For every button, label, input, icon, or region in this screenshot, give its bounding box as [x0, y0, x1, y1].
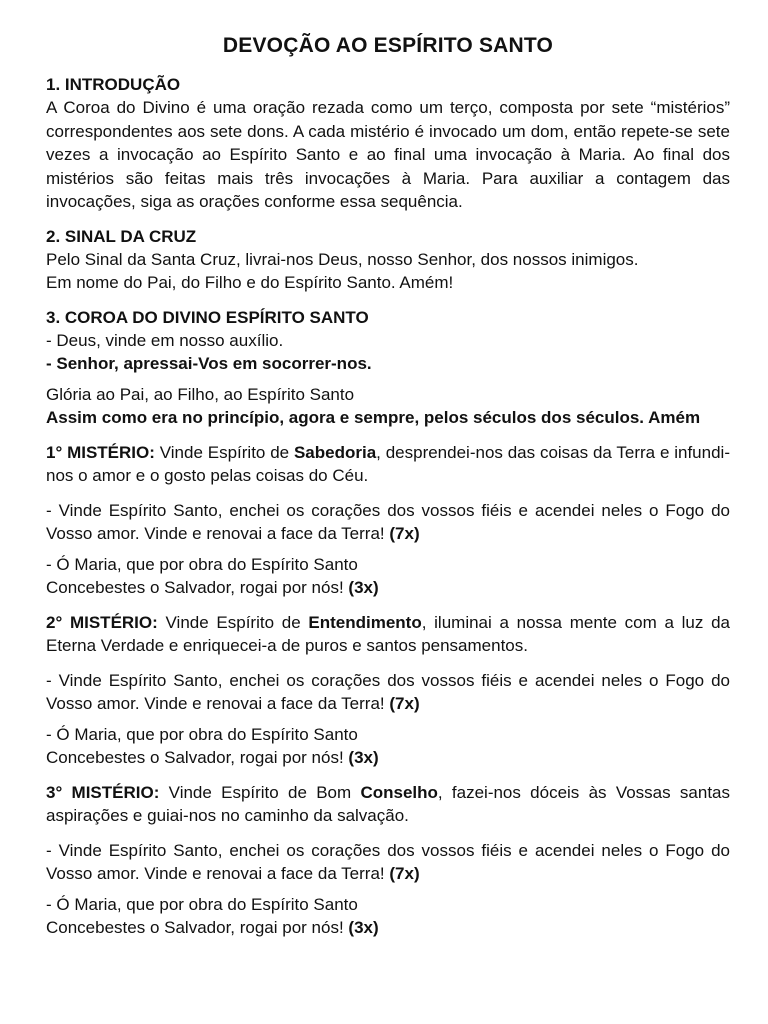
maria-line: - Ó Maria, que por obra do Espírito Santo [46, 724, 358, 744]
section-heading: 1. INTRODUÇÃO [46, 75, 181, 94]
misterios-list [46, 430, 730, 940]
misterio-post: , desprendei-nos das coisas da Terra e infundi-nos o amor e o gosto pelas coisas do Céu. [46, 442, 730, 485]
vinde-invocation: - Vinde Espírito Santo, enchei os corações dos vossos fiéis e acendei neles o Fogo do Vosso amor. Vinde e renovai a face da Terra! (7x) [46, 670, 730, 713]
invocation-line: - Deus, vinde em nosso auxílio. [46, 330, 284, 350]
misterio-dom: Conselho [360, 782, 438, 802]
section-coroa [46, 307, 730, 430]
misterio-paragraph [46, 611, 730, 658]
misterio-label: 1° MISTÉRIO: [46, 442, 155, 462]
section-sinal-da-cruz [46, 226, 730, 295]
gloria-response-line: Assim como era no princípio, agora e sempre, pelos séculos dos séculos. Amém [46, 408, 701, 427]
misterio-paragraph [46, 441, 730, 488]
misterio-pre: Vinde Espírito de [159, 442, 290, 462]
intro-paragraph: A Coroa do Divino é uma oração rezada como um terço, composta por sete “mistérios” correspondentes aos sete dons. A cada mistério é invocado um dom, então repete-se sete vezes a invocação ao Espírito Santo e ao final uma invocação à Maria. Ao final dos mistérios são feitas mais três invocações à Maria. Para auxiliar a contagem das invocações, siga as orações conforme essa sequência. [46, 98, 730, 211]
repeat-count: (3x) [348, 578, 379, 597]
page-title: DEVOÇÃO AO ESPÍRITO SANTO [222, 34, 554, 57]
misterio-pre: Vinde Espírito de [165, 612, 301, 632]
sinal-line: Pelo Sinal da Santa Cruz, livrai-nos Deus, nosso Senhor, dos nossos inimigos. [46, 249, 639, 269]
response-line: - Senhor, apressai-Vos em socorrer-nos. [46, 354, 372, 373]
misterio-block [46, 600, 730, 770]
maria-line: Concebestes o Salvador, rogai por nós! (3x) [46, 918, 379, 937]
misterio-dom: Entendimento [308, 612, 422, 632]
repeat-count: (7x) [389, 864, 420, 883]
misterio-label: 3° MISTÉRIO: [46, 782, 160, 802]
repeat-count: (7x) [389, 694, 420, 713]
repeat-count: (7x) [389, 524, 420, 543]
maria-line: Concebestes o Salvador, rogai por nós! (3x) [46, 578, 379, 597]
misterio-pre: Vinde Espírito de Bom [168, 782, 352, 802]
section-heading: 2. SINAL DA CRUZ [46, 226, 197, 246]
misterio-post: , fazei-nos dóceis às Vossas santas aspirações e guiai-nos no caminho da salvação. [46, 782, 730, 825]
misterio-label: 2° MISTÉRIO: [46, 612, 158, 632]
repeat-count: (3x) [348, 748, 379, 767]
maria-line: Concebestes o Salvador, rogai por nós! (3x) [46, 748, 379, 767]
gloria-line: Glória ao Pai, ao Filho, ao Espírito Santo [46, 384, 355, 404]
section-introducao [46, 74, 730, 214]
repeat-count: (3x) [348, 918, 379, 937]
misterio-block [46, 770, 730, 940]
section-heading: 3. COROA DO DIVINO ESPÍRITO SANTO [46, 307, 369, 327]
vinde-invocation: - Vinde Espírito Santo, enchei os corações dos vossos fiéis e acendei neles o Fogo do Vosso amor. Vinde e renovai a face da Terra! (7x) [46, 500, 730, 543]
maria-line: - Ó Maria, que por obra do Espírito Santo [46, 554, 358, 574]
maria-line: - Ó Maria, que por obra do Espírito Santo [46, 894, 358, 914]
misterio-post: , iluminai a nossa mente com a luz da Eterna Verdade e enriquecei-a de puros e santos pensamentos. [46, 612, 731, 655]
misterio-dom: Sabedoria [293, 442, 377, 462]
vinde-invocation: - Vinde Espírito Santo, enchei os corações dos vossos fiéis e acendei neles o Fogo do Vosso amor. Vinde e renovai a face da Terra! (7x) [46, 840, 730, 883]
misterio-block [46, 430, 730, 600]
misterio-paragraph [46, 781, 730, 828]
sinal-line: Em nome do Pai, do Filho e do Espírito Santo. Amém! [46, 273, 454, 292]
